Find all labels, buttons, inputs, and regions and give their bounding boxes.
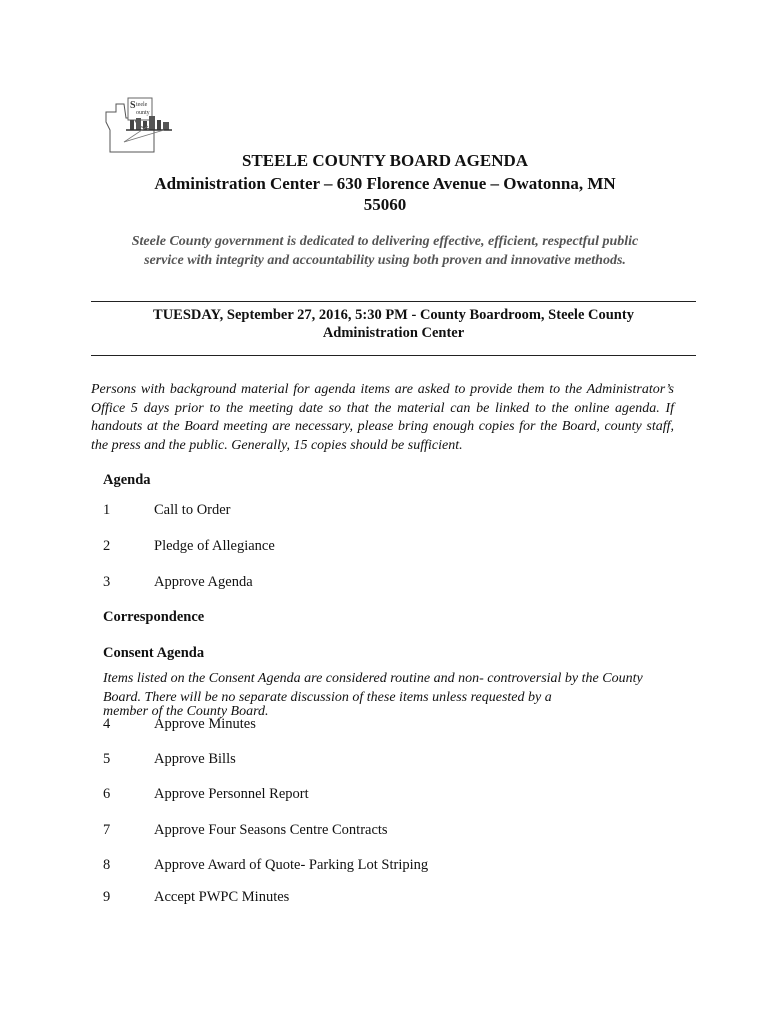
item-number: 1	[103, 502, 111, 518]
agenda-item: Approve Minutes	[154, 716, 256, 732]
item-number: 2	[103, 538, 111, 554]
agenda-item: Approve Agenda	[154, 574, 253, 590]
address-line: Administration Center – 630 Florence Avenue – Owatonna, MN	[154, 174, 616, 193]
item-number: 5	[103, 751, 111, 767]
agenda-item: Approve Award of Quote- Parking Lot Striping	[154, 857, 429, 873]
meeting-line-2: Administration Center	[322, 325, 465, 341]
top-divider	[91, 301, 696, 302]
mission-line-1: Steele County government is dedicated to delivering effective, efficient, respectful public	[131, 234, 639, 249]
intro-paragraph: Persons with background material for agenda items are asked to provide them to the Administrator’s Office 5 days prior to the meeting date so that the material can be linked to the online agenda. If handouts at the Board meeting are necessary, please bring enough copies for the Board, county staff, the press and the public. Generally, 15 copies should be sufficient.	[91, 382, 674, 453]
item-number: 9	[103, 889, 111, 905]
minnesota-map-logo-icon	[104, 90, 184, 160]
agenda-heading: Agenda	[103, 472, 151, 488]
document-title: STEELE COUNTY BOARD AGENDA	[241, 151, 529, 170]
agenda-item: Approve Personnel Report	[154, 786, 309, 802]
agenda-item: Call to Order	[154, 502, 231, 518]
svg-text:teele: teele	[136, 102, 148, 108]
item-number: 8	[103, 857, 111, 873]
item-number: 6	[103, 786, 111, 802]
consent-agenda-heading: Consent Agenda	[103, 645, 205, 661]
svg-text:ounty: ounty	[136, 110, 150, 116]
county-logo	[104, 90, 184, 160]
item-number: 4	[103, 716, 111, 732]
agenda-item: Approve Bills	[154, 751, 236, 767]
item-number: 7	[103, 822, 111, 838]
correspondence-heading: Correspondence	[103, 609, 205, 625]
agenda-item: Pledge of Allegiance	[154, 538, 275, 554]
mission-line-2: service with integrity and accountability using both proven and innovative methods.	[144, 253, 626, 268]
svg-text:S: S	[130, 100, 136, 111]
bottom-divider	[91, 355, 696, 356]
meeting-line-1: TUESDAY, September 27, 2016, 5:30 PM - County Boardroom, Steele County	[153, 307, 634, 323]
consent-note-cut-line: member of the County Board.	[103, 704, 269, 719]
item-number: 3	[103, 574, 111, 590]
agenda-item: Approve Four Seasons Centre Contracts	[154, 822, 388, 838]
zip-code: 55060	[363, 195, 407, 214]
agenda-item: Accept PWPC Minutes	[154, 889, 290, 905]
consent-agenda-note: Items listed on the Consent Agenda are considered routine and non- controversial by the County Board. There will be no separate discussion of these items unless requested by a	[103, 671, 643, 705]
